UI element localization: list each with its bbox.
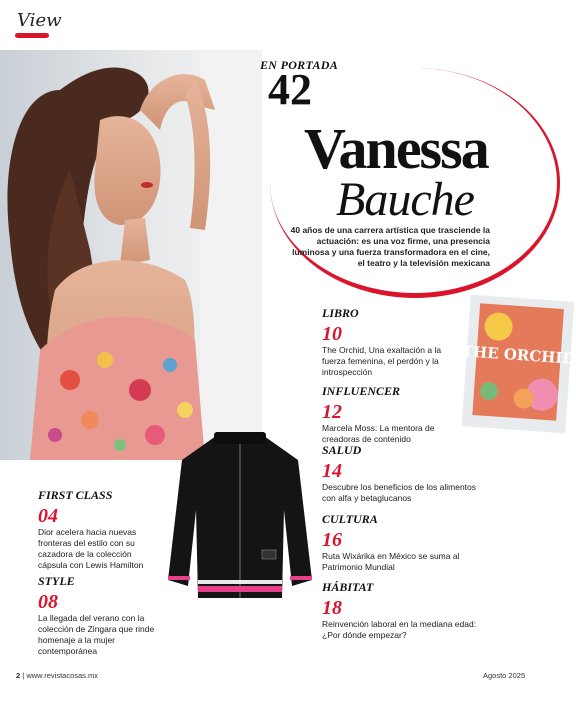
section-page-number[interactable]: 08 <box>38 591 58 613</box>
section-page-number[interactable]: 04 <box>38 505 58 527</box>
section-first-class[interactable] <box>38 488 163 571</box>
footer-website-link[interactable]: www.revistacosas.mx <box>26 671 98 680</box>
section-description: Descubre los beneficios de los alimentos con alfa y betaglucanos <box>322 482 477 503</box>
section-heading: FIRST CLASS <box>38 488 113 502</box>
section-influencer[interactable] <box>322 384 452 445</box>
section-heading: STYLE <box>38 574 75 588</box>
cover-page-number[interactable]: 42 <box>268 65 312 114</box>
cover-first-name: Vanessa <box>304 116 488 181</box>
footer-separator: | <box>22 671 25 680</box>
magazine-section-logo: View <box>17 10 62 31</box>
footer-date: Agosto 2025 <box>483 671 526 680</box>
section-description: La llegada del verano con la colección de Zingara que rinde homenaje a la mujer contemporánea <box>38 613 155 656</box>
section-heading: CULTURA <box>322 512 378 526</box>
section-description: Reinvención laboral en la mediana edad: ¿Por dónde empezar? <box>322 619 477 640</box>
cover-kicker: EN PORTADA <box>260 58 339 72</box>
section-description: Ruta Wixárika en México se suma al Patrimonio Mundial <box>322 551 460 572</box>
section-heading: HÁBITAT <box>322 580 374 594</box>
section-page-number[interactable]: 16 <box>322 529 342 551</box>
section-page-number[interactable]: 12 <box>322 401 342 423</box>
section-page-number[interactable]: 18 <box>322 597 342 619</box>
section-heading: LIBRO <box>322 306 359 320</box>
book-cover-image <box>462 295 575 434</box>
footer-page-number: 2 <box>16 671 21 680</box>
section-description: Dior acelera hacia nuevas fronteras del estilo con su cazadora de la colección cápsula con Lewis Hamilton <box>38 527 144 570</box>
section-libro[interactable] <box>322 306 462 378</box>
jacket-image <box>166 430 314 606</box>
section-description: The Orchid, Una exaltación a la fuerza femenina, el perdón y la introspección <box>322 345 442 377</box>
section-heading: INFLUENCER <box>322 384 401 398</box>
cover-description: 40 años de una carrera artística que trasciende la actuación: es una voz firme, una presencia luminosa y una fuerza transformadora en el cine, el teatro y la televisión mexicana <box>290 225 490 268</box>
section-habitat[interactable] <box>322 580 482 641</box>
section-salud[interactable] <box>322 443 482 504</box>
cover-photo <box>0 50 262 460</box>
section-style[interactable] <box>38 574 163 657</box>
cover-last-name: Bauche <box>336 173 474 226</box>
section-cultura[interactable] <box>322 512 482 573</box>
book-title: THE ORCHID <box>461 342 575 368</box>
section-description: Marcela Moss: La mentora de creadoras de contenido <box>322 423 435 444</box>
section-page-number[interactable]: 10 <box>322 323 342 345</box>
footer-left <box>16 671 98 680</box>
section-page-number[interactable]: 14 <box>322 460 342 482</box>
section-heading: SALUD <box>322 443 362 457</box>
logo-underline <box>15 33 49 38</box>
